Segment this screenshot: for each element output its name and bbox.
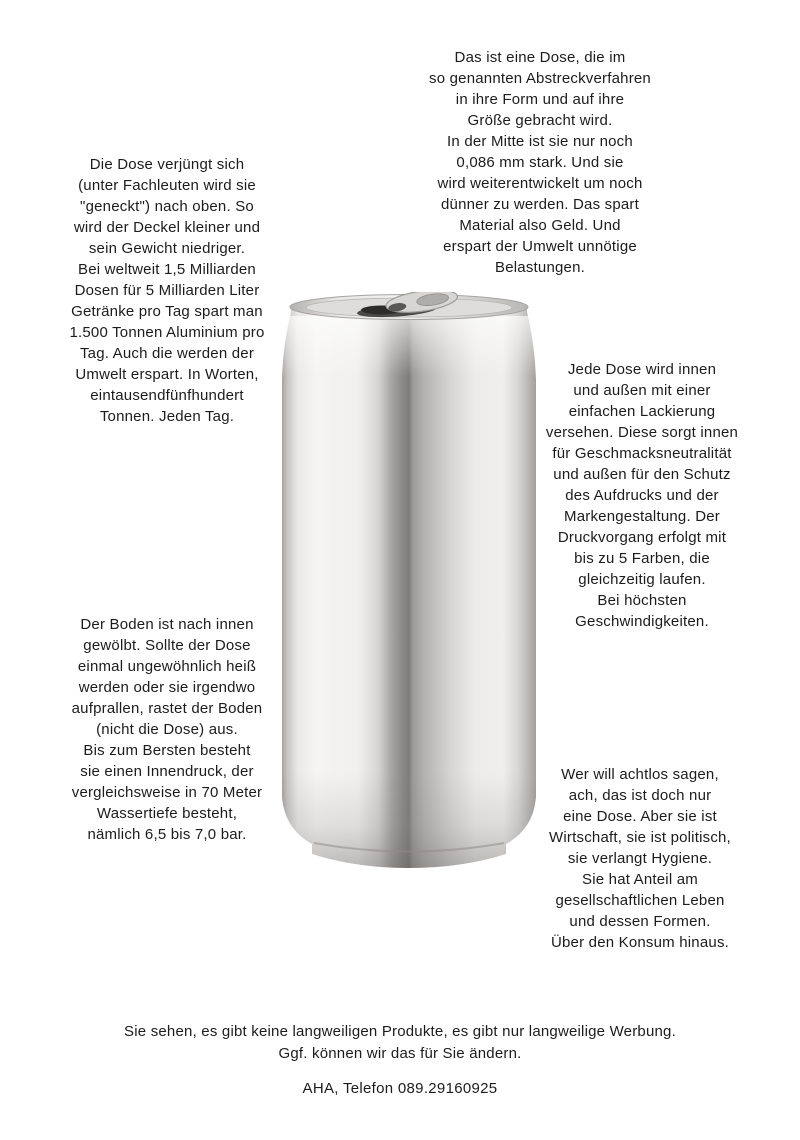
text-line: Größe gebracht wird. (467, 112, 613, 129)
text-line: 0,086 mm stark. Und sie (456, 154, 624, 171)
text-line: sie einen Innendruck, der (80, 763, 254, 780)
text-line: Jede Dose wird innen (567, 361, 717, 378)
text-line: gewölbt. Sollte der Dose (83, 637, 251, 654)
text-line: für Geschmacksneutralität (552, 445, 732, 462)
text-line: sein Gewicht niedriger. (88, 240, 246, 257)
text-line: in ihre Form und auf ihre (455, 91, 625, 108)
text-line: so genannten Abstreckverfahren (429, 70, 651, 87)
text-line: "geneckt") nach oben. So (80, 198, 254, 215)
text-line: wird der Deckel kleiner und (73, 219, 261, 236)
footer-claim (0, 1021, 800, 1065)
text-line: sie verlangt Hygiene. (567, 850, 713, 867)
can-lid (290, 292, 528, 320)
text-line: versehen. Diese sorgt innen (545, 424, 739, 441)
text-line: Ggf. können wir das für Sie ändern. (278, 1045, 522, 1062)
can-illustration (281, 292, 537, 869)
text-line: Geschwindigkeiten. (575, 613, 709, 630)
text-line: werden oder sie irgendwo (78, 679, 256, 696)
text-line: Wirtschaft, sie ist politisch, (549, 829, 731, 846)
text-line: eine Dose. Aber sie ist (563, 808, 717, 825)
text-line: und dessen Formen. (569, 913, 711, 930)
text-line: dünner zu werden. Das spart (440, 196, 639, 213)
text-block-right-middle (532, 359, 752, 632)
can-shoulder-highlight (281, 316, 537, 376)
text-line: bis zu 5 Farben, die (574, 550, 710, 567)
can-bottom-shading (281, 772, 537, 869)
text-line: Dosen für 5 Milliarden Liter (74, 282, 260, 299)
text-line: Tonnen. Jeden Tag. (99, 408, 235, 425)
text-line: Wer will achtlos sagen, (561, 766, 719, 783)
text-line: Die Dose verjüngt sich (89, 156, 245, 173)
text-block-left-lower (52, 614, 282, 845)
text-line: Umwelt erspart. In Worten, (75, 366, 259, 383)
text-line: Tag. Auch die werden der (79, 345, 255, 362)
text-block-right-lower (525, 764, 755, 953)
text-line: Bis zum Bersten besteht (83, 742, 251, 759)
text-line: erspart der Umwelt unnötige (443, 238, 637, 255)
text-line: nämlich 6,5 bis 7,0 bar. (87, 826, 247, 843)
text-line: Wassertiefe besteht, (96, 805, 238, 822)
text-block-top (385, 47, 695, 278)
text-line: des Aufdrucks und der (565, 487, 719, 504)
text-line: (nicht die Dose) aus. (96, 721, 238, 738)
text-line: einmal ungewöhnlich heiß (77, 658, 257, 675)
text-line: Belastungen. (495, 259, 585, 276)
text-block-left-upper (52, 154, 282, 427)
text-line: Sie hat Anteil am (582, 871, 698, 888)
text-line: Über den Konsum hinaus. (550, 934, 730, 951)
text-line: 1.500 Tonnen Aluminium pro (69, 324, 265, 341)
text-line: In der Mitte ist sie nur noch (447, 133, 633, 150)
text-line: (unter Fachleuten wird sie (78, 177, 256, 194)
text-line: ach, das ist doch nur (568, 787, 712, 804)
text-line: gleichzeitig laufen. (578, 571, 706, 588)
text-line: gesellschaftlichen Leben (555, 892, 725, 909)
text-line: Sie sehen, es gibt keine langweiligen Produkte, es gibt nur langweilige Werbung. (124, 1023, 676, 1040)
text-line: Getränke pro Tag spart man (71, 303, 263, 320)
text-line: und außen für den Schutz (553, 466, 731, 483)
text-line: Bei weltweit 1,5 Milliarden (78, 261, 256, 278)
text-line: einfachen Lackierung (568, 403, 716, 420)
text-line: und außen mit einer (573, 382, 711, 399)
text-line: aufprallen, rastet der Boden (71, 700, 263, 717)
text-line: Druckvorgang erfolgt mit (557, 529, 727, 546)
text-line: wird weiterentwickelt um noch (437, 175, 643, 192)
aluminum-can-image (281, 292, 537, 869)
text-line: Der Boden ist nach innen (80, 616, 254, 633)
text-line: Bei höchsten (597, 592, 687, 609)
text-line: Material also Geld. Und (459, 217, 621, 234)
text-line: eintausendfünfhundert (90, 387, 244, 404)
footer-contact: AHA, Telefon 089.29160925 (302, 1080, 498, 1097)
text-line: Markengestaltung. Der (564, 508, 720, 525)
text-line: vergleichsweise in 70 Meter (71, 784, 263, 801)
text-line: Das ist eine Dose, die im (454, 49, 626, 66)
